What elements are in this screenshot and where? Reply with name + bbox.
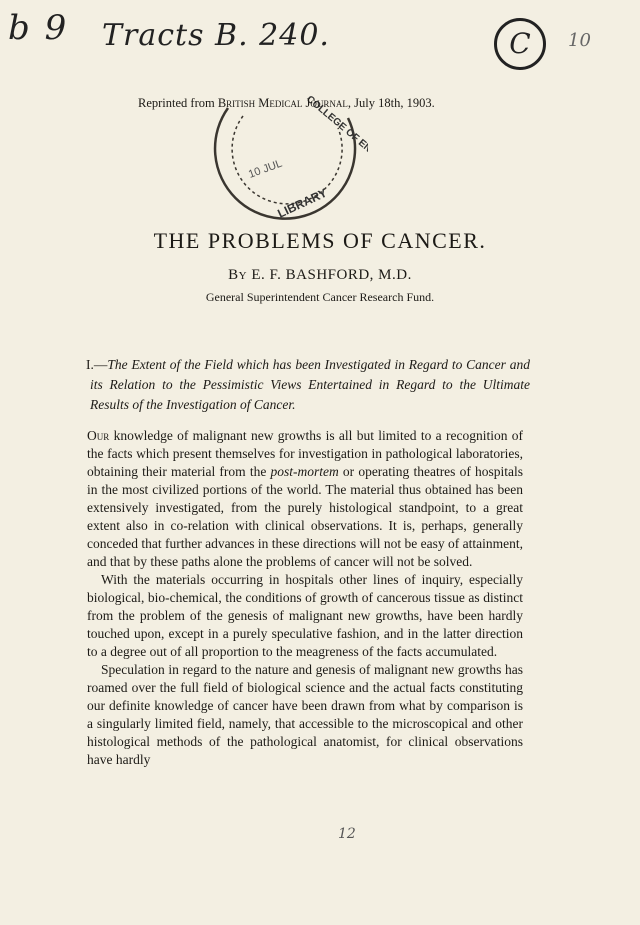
section-heading-text: The Extent of the Field which has been Investigated in Regard to Cancer and its Relation to the Pessimistic Views Entertained in Regard to the Ultimate Results of the Investigation of Cancer. [90,357,530,412]
handwritten-shelfmark-left: b 9 [8,8,69,48]
article-title: THE PROBLEMS OF CANCER. [153,228,487,253]
stamp-date: 10 JUL [246,157,284,181]
author-name: E. F. BASHFORD, M.D. [247,267,412,283]
paragraph-1-dropword: Our [87,428,110,443]
paragraph-3: Speculation in regard to the nature and genesis of malignant new growths has roamed over the full field of biological science and the actual facts constituting our definite knowledge of cancer have been drawn from what by comparison is a singularly limited field, namely, that accessible to the microscopical and other histological methods of the pathological anatomist, for clinical observations have hardly [87,662,523,767]
paragraph-1-text-a: knowledge of malignant new growths is all but limited to a recognition of the facts which present themselves for investigation in pathological laboratories, obtaining their material from the [87,428,523,479]
handwritten-page-number-top: 10 [568,30,591,51]
stamp-arc-text: COLLEGE OF ENGLAND [304,93,368,178]
paragraph-2: With the materials occurring in hospitals other lines of inquiry, especially biological, bio-chemical, the conditions of growth of cancerous tissue as distinct from the problem of the genesis of malignant new growths, have been hardly touched upon, except in a purely speculative fashion, and in the latter direction to a degree out of all proportion to the meagreness of the facts accumulated. [87,572,523,659]
paragraph-1 [87,427,523,571]
article-body [87,427,523,769]
author-line [0,267,640,284]
author-by: By [228,267,248,283]
paragraph-1-text-b: or operating theatres of hospitals in the most civilized portions of the world. The material thus obtained has been extensively investigated, from the purely histological standpoint, to a great extent also in co-relation with clinical observations. It is, perhaps, generally conceded that further advances in these directions will not be easy of attainment, and that by these paths alone the problems of cancer will not be solved. [87,464,523,569]
author-affiliation: General Superintendent Cancer Research Fund. [205,290,435,304]
paragraph-1-italic: post-mortem [270,464,339,479]
section-numeral: I.— [86,357,108,372]
reprint-date: , July 18th, 1903. [347,96,435,110]
handwritten-circled-letter: C [494,18,546,70]
stamp-library: LIBRARY [275,185,330,221]
reprint-prefix: Reprinted from [138,96,215,110]
section-heading [86,355,530,415]
reprint-line [138,96,468,111]
handwritten-page-number-bottom: 12 [338,826,356,842]
reprint-journal: British Medical Journal [217,96,348,110]
handwritten-tract-reference: Tracts B. 240. [102,18,330,53]
